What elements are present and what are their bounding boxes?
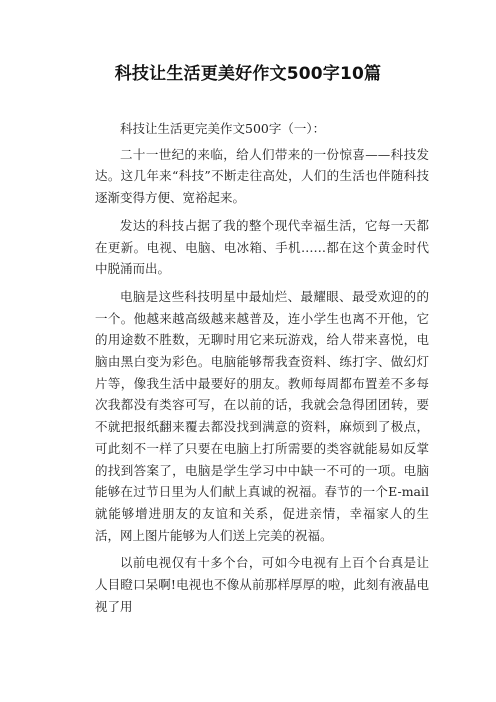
paragraph: 电脑是这些科技明星中最灿烂、最耀眼、最受欢迎的的一个。他越来越高级越来越普及，连小学生也离不开他，它的用途数不胜数，无聊时用它来玩游戏，给人带来喜悦，电脑由黑白变为彩色。电脑能够帮我查资料、练打字、做幻灯片等，像我生活中最要好的朋友。教师每周都布置差不多每次我都没有类容可写，在以前的话，我就会急得团团转，要不就把报纸翻来覆去都没找到满意的资料，麻烦到了极点，可此刻不一样了只要在电脑上打所需要的类容就能易如反掌的找到答案了，电脑是学生学习中中缺一不可的一项。电脑能够在过节日里为人们献上真诚的祝福。春节的一个E-mail就能够增进朋友的友谊和关系，促进亲情，幸福家人的生活，网上图片能够为人们送上完美的祝福。 (95, 288, 429, 543)
document-body (95, 118, 429, 623)
paragraph: 发达的科技占据了我的整个现代幸福生活，它每一天都在更新。电视、电脑、电冰箱、手机……都在这个黄金时代中脱涌而出。 (95, 217, 429, 277)
section-heading: 科技让生活更完美作文500字（一）： (120, 121, 326, 136)
paragraph: 以前电视仅有十多个台，可如今电视有上百个台真是让人目瞪口呆啊!电视也不像从前那样厚厚的啦，此刻有液晶电视了用 (95, 555, 429, 614)
document-title: 科技让生活更美好作文500字10篇 (114, 64, 382, 84)
paragraph: 二十一世纪的来临，给人们带来的一份惊喜——科技发达。这几年来“科技”不断走往高处，人们的生活也伴随科技逐渐变得方便、宽裕起来。 (95, 146, 429, 206)
